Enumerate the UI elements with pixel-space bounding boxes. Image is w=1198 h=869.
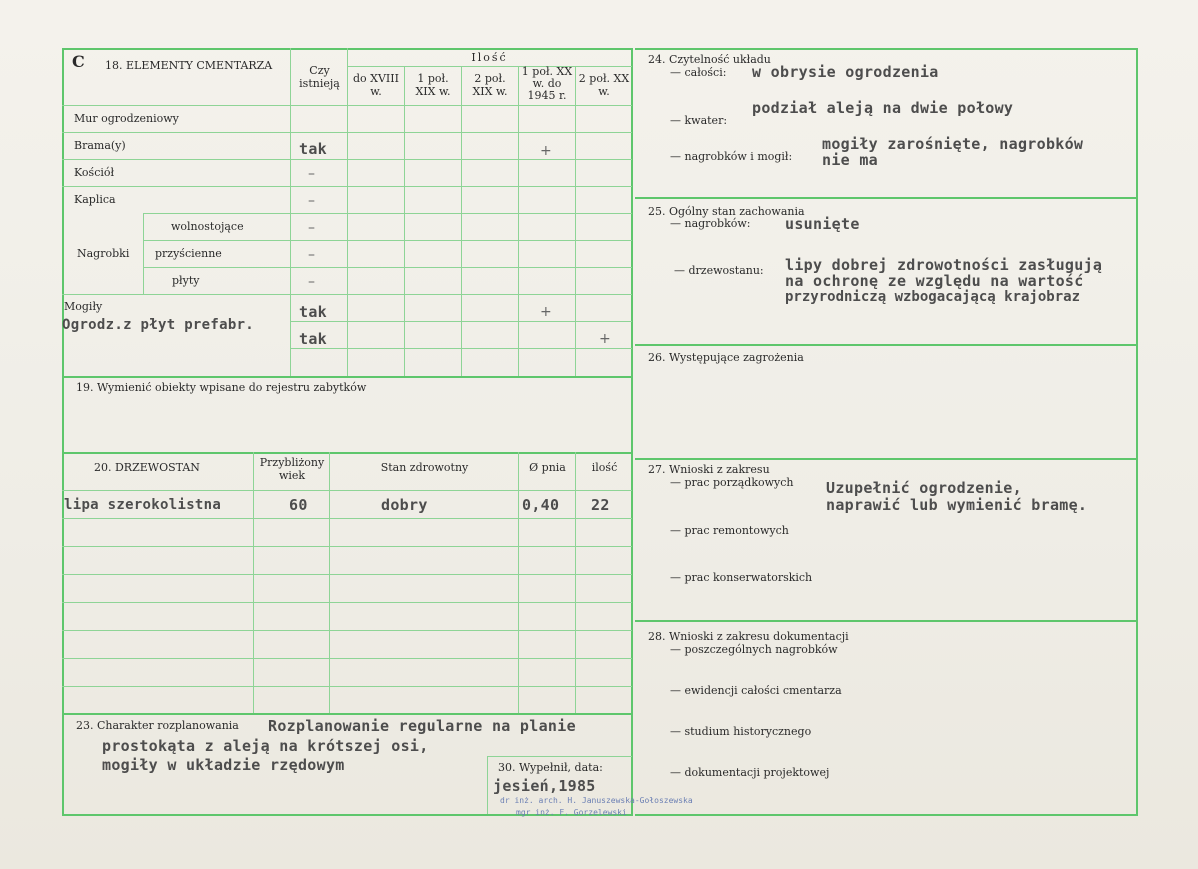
grid-line [62,294,632,295]
grid-line [404,66,405,376]
porzadkowych-value2: naprawić lub wymienić bramę. [826,496,1088,514]
period-header: do XVIII w. [353,72,399,98]
grid-line [518,66,519,376]
stamp-line-2: mgr inż. F. Gorzelewski [516,808,627,817]
grid-line [290,348,632,349]
grid-line [347,66,632,67]
row-label-mur: Mur ogrodzeniowy [74,112,179,125]
brama-mark: + [540,143,552,159]
section-23-label: 23. Charakter rozplanowania [76,719,239,732]
right-frame-bottom [635,814,1138,816]
row-label-kaplica: Kaplica [74,193,116,206]
grid-line [518,452,519,714]
ogrodz-exists: tak [299,330,327,348]
stan-drzewostanu-value1: lipy dobrej zdrowotności zasługują [785,256,1103,274]
tree-name: lipa szerokolistna [64,497,222,513]
section-19-label: 19. Wymienić obiekty wpisane do rejestru zabytków [76,381,367,394]
period-header: 1 poł. XX w. do 1945 r. [521,65,573,102]
grid-line [143,213,632,214]
mogily-exists: tak [299,303,327,321]
age-header: Przybliżony wiek [259,456,325,482]
row-label-przyscienne: przyścienne [155,247,222,260]
grid-line [487,756,632,757]
section-divider [635,344,1138,346]
grid-line [329,452,330,714]
grid-line [62,546,632,547]
calosci-label: — całości: [670,66,727,79]
trunk-header: Ø pnia [529,461,566,474]
tree-health: dobry [381,496,428,514]
section-26-label: 26. Występujące zagrożenia [648,351,804,364]
row-label-brama: Brama(y) [74,139,126,152]
period-header: 1 poł. XIX w. [415,72,451,98]
section-24-label: 24. Czytelność układu [648,53,771,66]
grid-line [347,48,348,376]
tree-age: 60 [289,496,308,514]
grid-line [575,66,576,376]
row-label-ogrodz: Ogrodz.z płyt prefabr. [62,317,255,333]
stamp-line-1: dr inż. arch. H. Januszewska-Gołoszewska [500,796,693,805]
row-label-kosciol: Kościół [74,166,115,179]
stan-nagrobkow-value: usunięte [785,215,860,233]
quantity-header: Ilość [471,51,508,64]
grid-line [62,658,632,659]
period-header: 2 poł. XX w. [578,72,630,98]
section-30-label: 30. Wypełnił, data: [498,761,603,774]
wolnostojace-dash: – [308,220,315,236]
grid-line [62,602,632,603]
kaplica-dash: – [308,193,315,209]
grid-line [62,574,632,575]
tree-trunk: 0,40 [522,496,560,514]
row-label-nagrobki: Nagrobki [77,247,130,260]
grid-line [143,267,632,268]
section-25-label: 25. Ogólny stan zachowania [648,205,805,218]
grid-line [62,630,632,631]
stan-nagrobkow-label: — nagrobków: [670,217,751,230]
grid-line [143,240,632,241]
grid-line [62,490,632,491]
row-label-plyty: płyty [172,274,200,287]
health-header: Stan zdrowotny [380,461,469,474]
grid-line [62,686,632,687]
right-frame-right [1136,48,1138,816]
kosciol-dash: – [308,166,315,182]
doc-item-projektowej: — dokumentacji projektowej [670,766,830,779]
grid-line [62,132,632,133]
layout-value-line2: prostokąta z aleją na krótszej osi, [102,737,429,755]
mogily-mark: + [540,304,552,320]
section-divider [62,452,633,454]
section-divider [62,376,633,378]
calosci-value: w obrysie ogrodzenia [752,63,939,81]
grid-line [62,159,632,160]
ogrodz-mark: + [599,331,611,347]
grid-line [575,452,576,714]
section-20-title: 20. DRZEWOSTAN [94,461,200,474]
porzadkowych-value1: Uzupełnić ogrodzenie, [826,479,1022,497]
nagrobkow-mogil-label: — nagrobków i mogił: [670,150,793,163]
grid-line [290,48,291,376]
doc-item-ewidencji: — ewidencji całości cmentarza [670,684,842,697]
section-letter: C [72,52,85,71]
stan-drzewostanu-value3: przyrodniczą wzbogacającą krajobraz [785,289,1081,305]
kwater-value: podział aleją na dwie połowy [752,99,1014,117]
layout-value-line3: mogiły w układzie rzędowym [102,756,345,774]
section-divider [635,458,1138,460]
grid-line [62,518,632,519]
konserwatorskich-label: — prac konserwatorskich [670,571,813,584]
grid-line [62,105,632,106]
section-18-title: 18. ELEMENTY CMENTARZA [105,59,273,72]
grid-line [487,756,488,814]
remontowych-label: — prac remontowych [670,524,789,537]
left-frame-left [62,48,64,816]
left-frame-right [631,48,633,816]
section-28-label: 28. Wnioski z zakresu dokumentacji [648,630,849,643]
right-frame-top [635,48,1138,50]
przyscienne-dash: – [308,247,315,263]
grid-line [290,321,632,322]
count-header: ilość [591,461,618,474]
row-label-mogily: Mogiły [64,300,103,313]
stan-drzewostanu-label: — drzewostanu: [674,264,764,277]
section-divider [635,620,1138,622]
nagrobkow-mogil-value1: mogiły zarośnięte, nagrobków [822,135,1084,153]
grid-line [253,452,254,714]
stan-drzewostanu-value2: na ochronę ze względu na wartość [785,272,1084,290]
section-divider [62,713,633,715]
section-divider [635,197,1138,199]
doc-item-nagrobkow: — poszczególnych nagrobków [670,643,838,656]
grid-line [62,186,632,187]
brama-exists: tak [299,140,327,158]
section-27-label: 27. Wnioski z zakresu [648,463,770,476]
layout-value-line1: Rozplanowanie regularne na planie [268,717,576,735]
doc-item-studium: — studium historycznego [670,725,812,738]
tree-count: 22 [591,496,610,514]
row-label-wolnostojace: wolnostojące [171,220,244,233]
filled-date: jesień,1985 [493,777,596,795]
nagrobkow-mogil-value2: nie ma [822,151,878,169]
period-header: 2 poł. XIX w. [472,72,508,98]
grid-line [143,213,144,294]
plyty-dash: – [308,274,315,290]
porzadkowych-label: — prac porządkowych [670,476,794,489]
grid-line [461,66,462,376]
kwater-label: — kwater: [670,114,728,127]
exists-header: Czy istnieją [299,64,340,90]
